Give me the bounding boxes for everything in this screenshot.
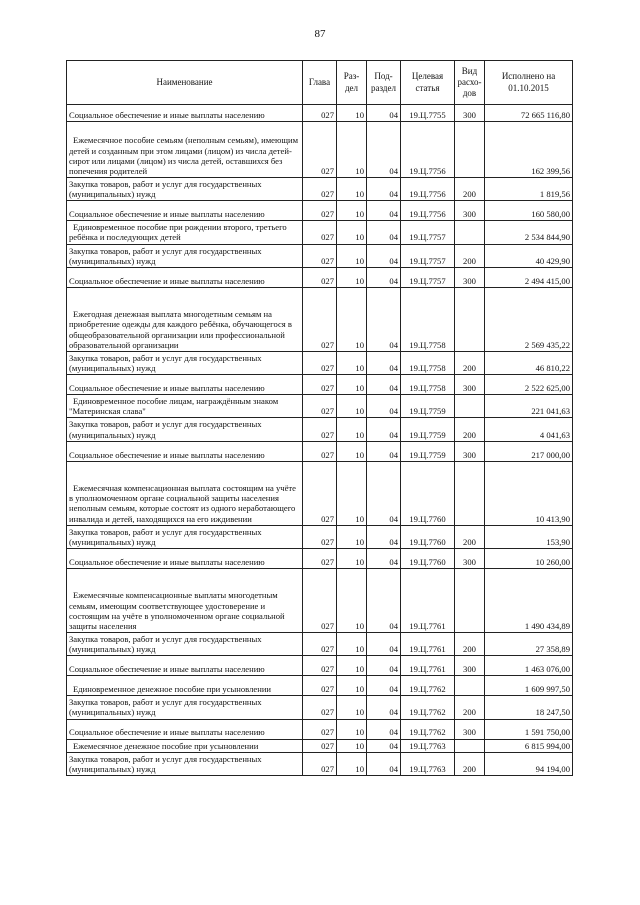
row-amount: 40 429,90 <box>485 244 573 267</box>
table-row <box>67 696 573 719</box>
row-section: 10 <box>337 418 367 441</box>
table-row <box>67 418 573 441</box>
row-subsection: 04 <box>367 178 401 201</box>
row-section: 10 <box>337 739 367 752</box>
row-name: Закупка товаров, работ и услуг для государственных (муниципальных) нужд <box>67 351 303 374</box>
row-amount: 4 041,63 <box>485 418 573 441</box>
row-amount: 10 413,90 <box>485 461 573 525</box>
row-amount: 2 569 435,22 <box>485 287 573 351</box>
row-section: 10 <box>337 221 367 244</box>
row-target: 19.Ц.7760 <box>401 548 455 568</box>
row-expense-type: 200 <box>455 525 485 548</box>
table-row <box>67 676 573 696</box>
table-row <box>67 441 573 461</box>
row-target: 19.Ц.7762 <box>401 719 455 739</box>
row-chapter: 027 <box>303 696 337 719</box>
row-subsection: 04 <box>367 548 401 568</box>
row-amount: 1 591 750,00 <box>485 719 573 739</box>
row-expense-type: 200 <box>455 178 485 201</box>
row-amount: 1 819,56 <box>485 178 573 201</box>
row-subsection: 04 <box>367 461 401 525</box>
row-target: 19.Ц.7759 <box>401 395 455 418</box>
row-amount: 6 815 994,00 <box>485 739 573 752</box>
col-header-name: Наименование <box>67 61 303 105</box>
row-expense-type: 300 <box>455 656 485 676</box>
row-target: 19.Ц.7761 <box>401 656 455 676</box>
row-amount: 162 399,56 <box>485 122 573 178</box>
row-section: 10 <box>337 201 367 221</box>
row-amount: 217 000,00 <box>485 441 573 461</box>
row-expense-type: 200 <box>455 696 485 719</box>
row-chapter: 027 <box>303 525 337 548</box>
row-target: 19.Ц.7757 <box>401 267 455 287</box>
row-subsection: 04 <box>367 739 401 752</box>
row-expense-type <box>455 122 485 178</box>
row-section: 10 <box>337 525 367 548</box>
row-subsection: 04 <box>367 244 401 267</box>
row-name: Единовременное пособие лицам, награждённым знаком "Материнская слава" <box>67 395 303 418</box>
row-target: 19.Ц.7756 <box>401 122 455 178</box>
row-expense-type: 300 <box>455 267 485 287</box>
row-amount: 1 609 997,50 <box>485 676 573 696</box>
row-amount: 221 041,63 <box>485 395 573 418</box>
row-target: 19.Ц.7757 <box>401 221 455 244</box>
row-subsection: 04 <box>367 441 401 461</box>
row-subsection: 04 <box>367 418 401 441</box>
row-amount: 72 665 116,80 <box>485 105 573 122</box>
row-section: 10 <box>337 178 367 201</box>
row-target: 19.Ц.7763 <box>401 752 455 775</box>
table-row <box>67 632 573 655</box>
row-name: Закупка товаров, работ и услуг для государственных (муниципальных) нужд <box>67 752 303 775</box>
row-chapter: 027 <box>303 351 337 374</box>
col-header-target: Целевая статья <box>401 61 455 105</box>
row-expense-type: 300 <box>455 719 485 739</box>
row-section: 10 <box>337 375 367 395</box>
table-row <box>67 568 573 632</box>
row-amount: 153,90 <box>485 525 573 548</box>
row-target: 19.Ц.7755 <box>401 105 455 122</box>
row-chapter: 027 <box>303 244 337 267</box>
row-chapter: 027 <box>303 739 337 752</box>
row-chapter: 027 <box>303 418 337 441</box>
row-chapter: 027 <box>303 395 337 418</box>
table-row <box>67 461 573 525</box>
row-subsection: 04 <box>367 719 401 739</box>
row-subsection: 04 <box>367 632 401 655</box>
row-target: 19.Ц.7757 <box>401 244 455 267</box>
row-name: Закупка товаров, работ и услуг для государственных (муниципальных) нужд <box>67 178 303 201</box>
col-header-chapter: Глава <box>303 61 337 105</box>
row-amount: 18 247,50 <box>485 696 573 719</box>
row-section: 10 <box>337 287 367 351</box>
row-subsection: 04 <box>367 105 401 122</box>
row-expense-type <box>455 287 485 351</box>
table-row <box>67 525 573 548</box>
row-section: 10 <box>337 568 367 632</box>
row-chapter: 027 <box>303 287 337 351</box>
row-section: 10 <box>337 632 367 655</box>
row-section: 10 <box>337 676 367 696</box>
row-section: 10 <box>337 548 367 568</box>
row-subsection: 04 <box>367 201 401 221</box>
row-chapter: 027 <box>303 221 337 244</box>
row-name: Ежемесячное денежное пособие при усыновлении <box>67 739 303 752</box>
table-row <box>67 287 573 351</box>
row-name: Социальное обеспечение и иные выплаты населению <box>67 375 303 395</box>
row-expense-type: 200 <box>455 244 485 267</box>
row-subsection: 04 <box>367 287 401 351</box>
table-row <box>67 656 573 676</box>
page-number: 87 <box>314 28 326 40</box>
row-subsection: 04 <box>367 752 401 775</box>
table-row <box>67 752 573 775</box>
row-name: Социальное обеспечение и иные выплаты населению <box>67 441 303 461</box>
row-section: 10 <box>337 441 367 461</box>
row-subsection: 04 <box>367 568 401 632</box>
row-chapter: 027 <box>303 719 337 739</box>
budget-table <box>66 60 573 776</box>
row-name: Социальное обеспечение и иные выплаты населению <box>67 719 303 739</box>
row-chapter: 027 <box>303 105 337 122</box>
row-subsection: 04 <box>367 221 401 244</box>
row-expense-type: 200 <box>455 418 485 441</box>
col-header-executed: Исполнено на 01.10.2015 <box>485 61 573 105</box>
table-row <box>67 201 573 221</box>
row-amount: 94 194,00 <box>485 752 573 775</box>
row-expense-type <box>455 676 485 696</box>
col-header-subsection: Под- раздел <box>367 61 401 105</box>
row-name: Закупка товаров, работ и услуг для государственных (муниципальных) нужд <box>67 525 303 548</box>
table-row <box>67 395 573 418</box>
row-name: Социальное обеспечение и иные выплаты населению <box>67 105 303 122</box>
row-expense-type: 200 <box>455 632 485 655</box>
row-chapter: 027 <box>303 461 337 525</box>
row-target: 19.Ц.7761 <box>401 568 455 632</box>
row-name: Ежемесячные компенсационные выплаты многодетным семьям, имеющим соответствующее удостоверение и состоящим на учёте в уполномоченном органе социальной защиты населения <box>67 568 303 632</box>
row-target: 19.Ц.7761 <box>401 632 455 655</box>
row-target: 19.Ц.7756 <box>401 178 455 201</box>
row-subsection: 04 <box>367 525 401 548</box>
row-chapter: 027 <box>303 632 337 655</box>
row-expense-type: 300 <box>455 441 485 461</box>
col-header-type: Вид расхо- дов <box>455 61 485 105</box>
table-row <box>67 375 573 395</box>
table-row <box>67 351 573 374</box>
row-section: 10 <box>337 656 367 676</box>
row-name: Ежемесячная компенсационная выплата состоящим на учёте в уполномоченном органе социальной защиты населения неполным семьям, которые состоят из одного неработающего инвалида и детей, находящихся на его иждивении <box>67 461 303 525</box>
row-section: 10 <box>337 719 367 739</box>
row-name: Единовременное денежное пособие при усыновлении <box>67 676 303 696</box>
row-subsection: 04 <box>367 375 401 395</box>
row-subsection: 04 <box>367 395 401 418</box>
row-expense-type <box>455 221 485 244</box>
row-amount: 2 494 415,00 <box>485 267 573 287</box>
row-subsection: 04 <box>367 656 401 676</box>
row-subsection: 04 <box>367 351 401 374</box>
row-target: 19.Ц.7762 <box>401 676 455 696</box>
row-amount: 2 534 844,90 <box>485 221 573 244</box>
row-amount: 1 490 434,89 <box>485 568 573 632</box>
row-target: 19.Ц.7760 <box>401 461 455 525</box>
row-section: 10 <box>337 395 367 418</box>
row-name: Социальное обеспечение и иные выплаты населению <box>67 201 303 221</box>
row-name: Социальное обеспечение и иные выплаты населению <box>67 267 303 287</box>
row-name: Закупка товаров, работ и услуг для государственных (муниципальных) нужд <box>67 632 303 655</box>
row-subsection: 04 <box>367 676 401 696</box>
table-header-row <box>67 61 573 105</box>
row-chapter: 027 <box>303 548 337 568</box>
table-row <box>67 105 573 122</box>
row-section: 10 <box>337 461 367 525</box>
row-subsection: 04 <box>367 122 401 178</box>
row-target: 19.Ц.7762 <box>401 696 455 719</box>
row-expense-type <box>455 461 485 525</box>
row-expense-type <box>455 568 485 632</box>
row-amount: 1 463 076,00 <box>485 656 573 676</box>
row-amount: 27 358,89 <box>485 632 573 655</box>
row-name: Закупка товаров, работ и услуг для государственных (муниципальных) нужд <box>67 696 303 719</box>
row-section: 10 <box>337 752 367 775</box>
table-row <box>67 739 573 752</box>
row-name: Закупка товаров, работ и услуг для государственных (муниципальных) нужд <box>67 244 303 267</box>
row-chapter: 027 <box>303 676 337 696</box>
table-row <box>67 178 573 201</box>
table-row <box>67 122 573 178</box>
row-target: 19.Ц.7760 <box>401 525 455 548</box>
row-expense-type: 200 <box>455 351 485 374</box>
row-chapter: 027 <box>303 201 337 221</box>
table-row <box>67 267 573 287</box>
row-subsection: 04 <box>367 696 401 719</box>
row-chapter: 027 <box>303 267 337 287</box>
row-target: 19.Ц.7763 <box>401 739 455 752</box>
row-expense-type <box>455 739 485 752</box>
row-name: Социальное обеспечение и иные выплаты населению <box>67 656 303 676</box>
row-target: 19.Ц.7758 <box>401 375 455 395</box>
row-name: Ежегодная денежная выплата многодетным семьям на приобретение одежды для каждого ребёнка, обучающегося в общеобразовательной организации или профессиональной образовательной организации <box>67 287 303 351</box>
table-row <box>67 221 573 244</box>
row-chapter: 027 <box>303 568 337 632</box>
row-chapter: 027 <box>303 375 337 395</box>
row-chapter: 027 <box>303 752 337 775</box>
row-expense-type <box>455 395 485 418</box>
row-name: Единовременное пособие при рождении второго, третьего ребёнка и последующих детей <box>67 221 303 244</box>
row-chapter: 027 <box>303 441 337 461</box>
row-target: 19.Ц.7758 <box>401 351 455 374</box>
table-body <box>67 105 573 776</box>
row-target: 19.Ц.7756 <box>401 201 455 221</box>
row-chapter: 027 <box>303 178 337 201</box>
row-amount: 160 580,00 <box>485 201 573 221</box>
row-section: 10 <box>337 351 367 374</box>
row-amount: 2 522 625,00 <box>485 375 573 395</box>
row-expense-type: 300 <box>455 375 485 395</box>
row-expense-type: 200 <box>455 752 485 775</box>
row-target: 19.Ц.7759 <box>401 418 455 441</box>
row-section: 10 <box>337 696 367 719</box>
table-row <box>67 244 573 267</box>
row-expense-type: 300 <box>455 105 485 122</box>
row-amount: 10 260,00 <box>485 548 573 568</box>
row-chapter: 027 <box>303 656 337 676</box>
row-section: 10 <box>337 267 367 287</box>
row-section: 10 <box>337 105 367 122</box>
row-expense-type: 300 <box>455 548 485 568</box>
row-name: Ежемесячное пособие семьям (неполным семьям), имеющим детей и созданным при этом лицами (лицом) из числа детей-сирот или лицами (лицом) из числа детей, оставшихся без попечения родителей <box>67 122 303 178</box>
table-row <box>67 548 573 568</box>
row-subsection: 04 <box>367 267 401 287</box>
row-chapter: 027 <box>303 122 337 178</box>
row-section: 10 <box>337 122 367 178</box>
row-name: Социальное обеспечение и иные выплаты населению <box>67 548 303 568</box>
table-row <box>67 719 573 739</box>
row-section: 10 <box>337 244 367 267</box>
row-target: 19.Ц.7758 <box>401 287 455 351</box>
row-target: 19.Ц.7759 <box>401 441 455 461</box>
col-header-section: Раз- дел <box>337 61 367 105</box>
row-expense-type: 300 <box>455 201 485 221</box>
row-amount: 46 810,22 <box>485 351 573 374</box>
row-name: Закупка товаров, работ и услуг для государственных (муниципальных) нужд <box>67 418 303 441</box>
